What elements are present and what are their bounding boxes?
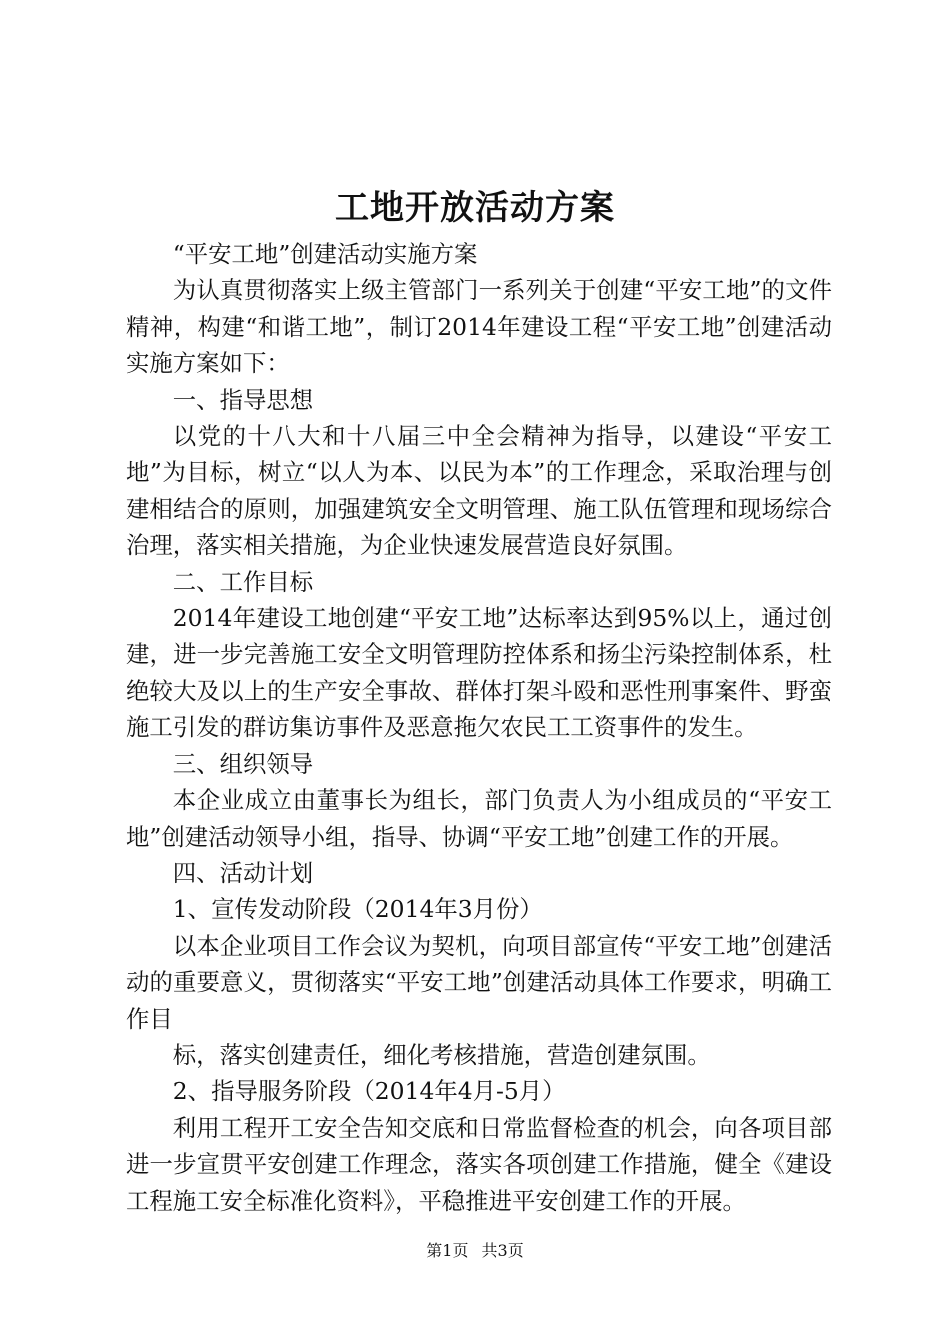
page-number: 第1页 bbox=[426, 1241, 469, 1260]
paragraph-organization: 本企业成立由董事长为组长，部门负责人为小组成员的“平安工地”创建活动领导小组，指导、协调“平安工地”创建工作的开展。 bbox=[126, 786, 832, 851]
paragraph-publicity-continued: 标，落实创建责任，细化考核措施，营造创建氛围。 bbox=[172, 1040, 711, 1069]
stage-heading-publicity: 1、宣传发动阶段（2014年3月份） bbox=[172, 895, 543, 924]
paragraph-intro: 为认真贯彻落实上级主管部门一系列关于创建“平安工地”的文件精神，构建“和谐工地”，制订2014年建设工程“平安工地”创建活动实施方案如下： bbox=[126, 276, 832, 378]
document-body bbox=[126, 236, 832, 1219]
paragraph-guidance: 利用工程开工安全告知交底和日常监督检查的机会，向各项目部进一步宣贯平安创建工作理念，落实各项创建工作措施，健全《建设工程施工安全标准化资料》，平稳推进平安创建工作的开展。 bbox=[126, 1113, 832, 1215]
paragraph-publicity: 以本企业项目工作会议为契机，向项目部宣传“平安工地”创建活动的重要意义，贯彻落实“平安工地”创建活动具体工作要求，明确工作目 bbox=[126, 931, 832, 1033]
stage-heading-guidance: 2、指导服务阶段（2014年4月-5月） bbox=[172, 1077, 566, 1106]
section-heading-organization: 三、组织领导 bbox=[172, 749, 314, 778]
section-heading-work-goals: 二、工作目标 bbox=[172, 567, 314, 596]
page-total: 共3页 bbox=[481, 1241, 524, 1260]
paragraph-guiding-ideology: 以党的十八大和十八届三中全会精神为指导，以建设“平安工地”为目标，树立“以人为本、以民为本”的工作理念，采取治理与创建相结合的原则，加强建筑安全文明管理、施工队伍管理和现场综合治理，落实相关措施，为企业快速发展营造良好氛围。 bbox=[126, 422, 832, 560]
paragraph-work-goals: 2014年建设工地创建“平安工地”达标率达到95%以上，通过创建，进一步完善施工安全文明管理防控体系和扬尘污染控制体系，杜绝较大及以上的生产安全事故、群体打架斗殴和恶性刑事案件、野蛮施工引发的群访集访事件及恶意拖欠农民工工资事件的发生。 bbox=[126, 604, 832, 742]
page-footer bbox=[0, 1239, 950, 1263]
paragraph-subtitle: “平安工地”创建活动实施方案 bbox=[172, 240, 478, 268]
section-heading-guiding-ideology: 一、指导思想 bbox=[172, 385, 314, 414]
section-heading-activity-plan: 四、活动计划 bbox=[172, 858, 314, 887]
document-title: 工地开放活动方案 bbox=[335, 188, 615, 228]
